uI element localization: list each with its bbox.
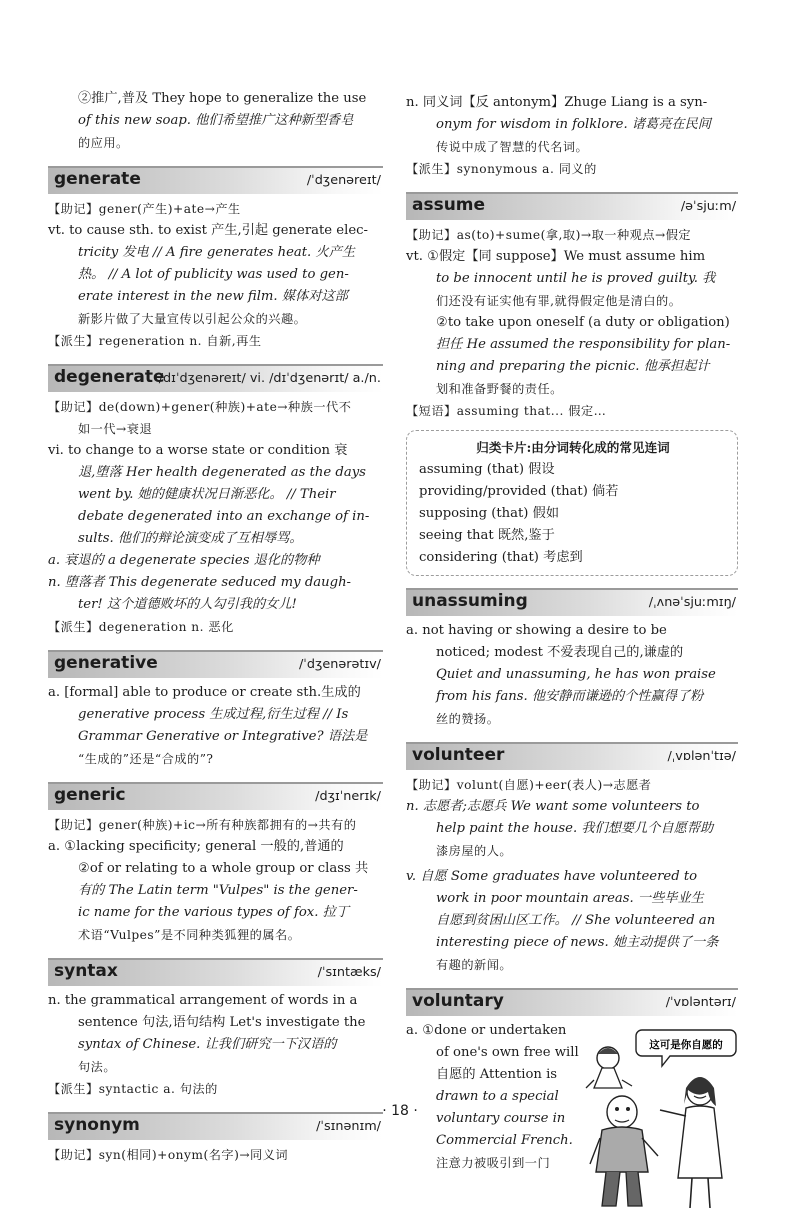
mnemonic: 【助记】syn(相同)+onym(名字)→同义词: [48, 1148, 289, 1162]
card-item: seeing that 既然,鉴于: [419, 528, 555, 543]
example-line: ter! 这个道德败坏的人勾引我的女儿!: [78, 597, 297, 612]
entry-generative: [48, 650, 383, 770]
example-line: 注意力被吸引到一门: [436, 1156, 551, 1170]
mnemonic: 【助记】de(down)+gener(种族)+ate→种族一代不: [48, 400, 352, 414]
phonetic: /ˈvɒləntərɪ/: [665, 995, 736, 1010]
phonetic: /ˈsɪntæks/: [317, 965, 381, 980]
definition-line: 自愿的 Attention is: [436, 1067, 558, 1082]
example-line: 热。 // A lot of publicity was used to gen-: [78, 267, 349, 282]
definition-line: a. ①done or undertaken: [406, 1023, 567, 1038]
example-line: “生成的”还是“合成的”?: [78, 752, 214, 766]
headword: unassuming: [412, 591, 528, 611]
phonetic: /əˈsjuːm/: [680, 199, 736, 214]
example-line: ning and preparing the picnic. 他承担起计: [436, 359, 710, 374]
sense-line: ②推广,普及 They hope to generalize the use: [78, 91, 367, 106]
speech-bubble-text: 这可是你自愿的: [649, 1039, 723, 1051]
example-line: 有的 The Latin term "Vulpes" is the gener-: [78, 883, 358, 898]
example-line: syntax of Chinese. 让我们研究一下汉语的: [78, 1037, 337, 1052]
example-line: from his fans. 他安静而谦逊的个性赢得了粉: [436, 689, 704, 704]
entry-generic: [48, 782, 383, 946]
entry-volunteer: [406, 742, 738, 976]
headword-bar: [48, 650, 383, 678]
phonetic: /ˈdʒenəreɪt/: [306, 173, 381, 188]
entry-synonym-continued: [406, 92, 738, 180]
phonetic: /dʒɪˈnerɪk/: [315, 789, 381, 804]
headword: generative: [54, 653, 158, 673]
headword: assume: [412, 195, 486, 215]
mnemonic: 【助记】as(to)+sume(拿,取)→取一种观点→假定: [406, 228, 692, 242]
example-line: 划和准备野餐的责任。: [436, 382, 563, 396]
card-item: supposing (that) 假如: [419, 506, 560, 521]
phonetic: /ˈsɪnənɪm/: [316, 1119, 381, 1134]
mnemonic: 【助记】volunt(自愿)+eer(表人)→志愿者: [406, 778, 652, 792]
example-line: help paint the house. 我们想要几个自愿帮助: [436, 821, 714, 836]
phrase: 【短语】assuming that... 假定…: [406, 404, 607, 418]
entry-generalize-continued: [48, 88, 383, 154]
headword-bar: [48, 782, 383, 810]
example-line: sults. 他们的辩论演变成了互相辱骂。: [78, 531, 303, 546]
definition-line: vi. to change to a worse state or condition 衰: [48, 443, 348, 458]
headword-bar: [48, 166, 383, 194]
voluntary-text: [406, 1020, 582, 1174]
sense-line: of this new soap. 他们希望推广这种新型香皂: [78, 113, 354, 128]
phonetic: /ˌvɒlənˈtɪə/: [667, 749, 736, 764]
example-line: debate degenerated into an exchange of in-: [78, 509, 370, 524]
example-line: ic name for the various types of fox. 拉丁: [78, 905, 349, 920]
example-line: onym for wisdom in folklore. 诸葛亮在民间: [436, 117, 711, 132]
card-title: 归类卡片:由分词转化成的常见连词: [476, 440, 670, 455]
entry-voluntary: [406, 988, 738, 1174]
definition-line: of one's own free will: [436, 1045, 579, 1060]
headword-bar: [48, 958, 383, 986]
headword: volunteer: [412, 745, 505, 765]
example-line: 自愿到贫困山区工作。 // She volunteered an: [436, 913, 716, 928]
entry-unassuming: [406, 588, 738, 730]
voluntary-body: [406, 1020, 738, 1174]
card-item: considering (that) 考虑到: [419, 550, 583, 565]
example-line: work in poor mountain areas. 一些毕业生: [436, 891, 704, 906]
mnemonic: 【助记】gener(产生)+ate→产生: [48, 202, 241, 216]
derivative: 【派生】degeneration n. 恶化: [48, 620, 234, 634]
mnemonic: 【助记】gener(种族)+ic→所有种族都拥有的→共有的: [48, 818, 357, 832]
headword: generate: [54, 169, 141, 189]
definition-line: ②of or relating to a whole group or class 共: [78, 861, 369, 876]
example-line: 们还没有证实他有罪,就得假定他是清白的。: [436, 294, 682, 308]
example-line: 漆房屋的人。: [436, 844, 513, 858]
example-line: 句法。: [78, 1060, 117, 1074]
derivative: 【派生】syntactic a. 句法的: [48, 1082, 218, 1096]
phonetic: /ˈdʒenərətɪv/: [299, 657, 381, 672]
example-line: generative process 生成过程,衍生过程 // Is: [78, 707, 349, 722]
headword: degenerate: [54, 367, 165, 387]
example-line: drawn to a special: [436, 1089, 559, 1104]
category-card: [406, 430, 738, 576]
example-line: 术语“Vulpes”是不同种类狐狸的属名。: [78, 928, 301, 942]
card-item: assuming (that) 假设: [419, 462, 555, 477]
definition-line: sentence 句法,语句结构 Let's investigate the: [78, 1015, 366, 1030]
derivative: 【派生】regeneration n. 自新,再生: [48, 334, 262, 348]
entry-assume: [406, 192, 738, 422]
definition-line: ②to take upon oneself (a duty or obligation): [436, 315, 730, 330]
example-line: 担任 He assumed the responsibility for plan-: [436, 337, 731, 352]
headword: voluntary: [412, 991, 504, 1011]
example-line: 传说中成了智慧的代名词。: [436, 140, 589, 154]
definition-line: v. 自愿 Some graduates have volunteered to: [406, 869, 698, 884]
phonetic: /dɪˈdʒenəreɪt/ vi. /dɪˈdʒenərɪt/ a./n.: [158, 371, 381, 386]
example-line: to be innocent until he is proved guilty. 我: [436, 271, 716, 286]
example-line: Quiet and unassuming, he has won praise: [436, 667, 716, 682]
headword-bar: [48, 364, 383, 392]
example-line: 有趣的新闻。: [436, 958, 513, 972]
entry-syntax: [48, 958, 383, 1100]
example-line: Grammar Generative or Integrative? 语法是: [78, 729, 368, 744]
card-item: providing/provided (that) 倘若: [419, 484, 619, 499]
left-column: [48, 88, 383, 1166]
sense-line: 的应用。: [78, 136, 129, 150]
example-line: erate interest in the new film. 媒体对这部: [78, 289, 348, 304]
page-number: · 18 ·: [382, 1103, 418, 1119]
example-line: 退,堕落 Her health degenerated as the days: [78, 465, 366, 480]
phonetic: /ˌʌnəˈsjuːmɪŋ/: [648, 595, 736, 610]
definition-line: a. 衰退的 a degenerate species 退化的物种: [48, 553, 320, 568]
derivative: 【派生】synonymous a. 同义的: [406, 162, 597, 176]
example-line: 新影片做了大量宣传以引起公众的兴趣。: [78, 312, 307, 326]
entry-synonym: [48, 1112, 383, 1166]
entry-degenerate: [48, 364, 383, 638]
headword-bar: [406, 988, 738, 1016]
definition-line: vt. to cause sth. to exist 产生,引起 generate elec-: [48, 223, 368, 238]
right-column: [406, 92, 738, 1174]
example-line: went by. 她的健康状况日渐恶化。 // Their: [78, 487, 336, 502]
example-line: voluntary course in: [436, 1111, 566, 1126]
headword-bar: [406, 588, 738, 616]
definition-line: a. ①lacking specificity; general 一般的,普通的: [48, 839, 344, 854]
definition-line: a. not having or showing a desire to be: [406, 623, 667, 638]
example-line: interesting piece of news. 她主动提供了一条: [436, 935, 719, 950]
entry-generate: [48, 166, 383, 352]
definition-line: n. 同义词【反 antonym】Zhuge Liang is a syn-: [406, 95, 708, 110]
mnemonic: 如一代→衰退: [78, 422, 153, 436]
definition-line: noticed; modest 不爱表现自己的,谦虚的: [436, 645, 684, 660]
definition-line: n. 志愿者;志愿兵 We want some volunteers to: [406, 799, 700, 814]
definition-line: vt. ①假定【同 suppose】We must assume him: [406, 249, 706, 264]
definition-line: n. 堕落者 This degenerate seduced my daugh-: [48, 575, 352, 590]
headword: generic: [54, 785, 126, 805]
example-line: Commercial French.: [436, 1133, 573, 1148]
example-line: tricity 发电 // A fire generates heat. 火产生: [78, 245, 356, 260]
headword: synonym: [54, 1115, 140, 1135]
headword-bar: [406, 192, 738, 220]
definition-line: a. [formal] able to produce or create sth.生成的: [48, 685, 361, 700]
definition-line: n. the grammatical arrangement of words in a: [48, 993, 358, 1008]
headword-bar: [406, 742, 738, 770]
headword: syntax: [54, 961, 118, 981]
example-line: 丝的赞扬。: [436, 712, 500, 726]
